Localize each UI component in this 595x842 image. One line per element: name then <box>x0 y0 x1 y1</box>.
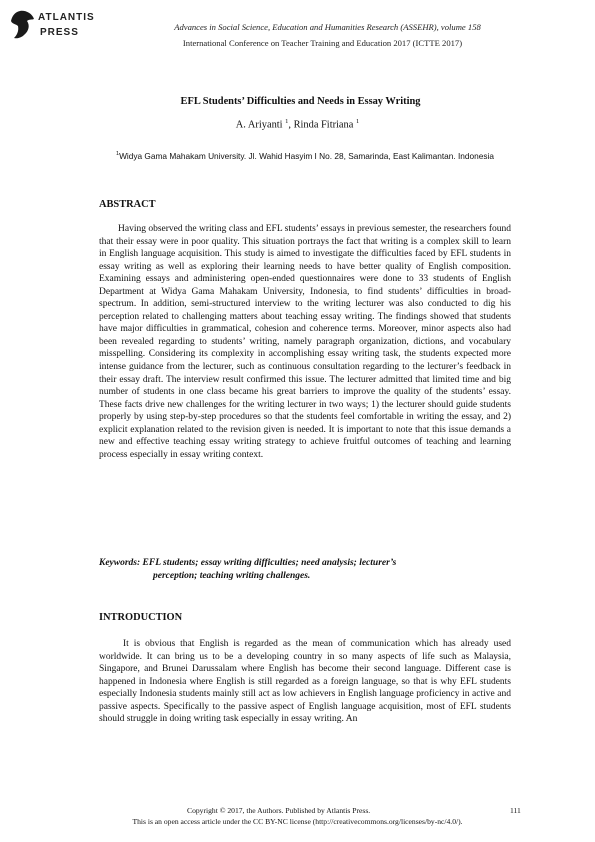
introduction-text: It is obvious that English is regarded as the mean of communication which has already used worldwide. It can bring us to be a developing country in so many aspects of life such as Malaysia, Singapore, and Brunei Darussalam where English has become their second language. Different case is happened in Indonesia where English is still regarded as a foreign language, so that is why EFL students especially Indonesia students mainly still act as low achievers in English language proficiency in active and passive aspects. Specifically to the passive aspect of English language acquisition, most of EFL students should struggle in doing writing task especially in essay writing. An <box>99 639 511 725</box>
keywords-line: perception; teaching writing challenges. <box>153 571 311 581</box>
license-notice: This is an open access article under the CC BY-NC license (http://creativecommons.org/licenses/by-nc/4.0/). <box>132 817 463 826</box>
keywords-line: Keywords: EFL students; essay writing difficulties; need analysis; lecturer’s <box>99 558 397 568</box>
abstract-heading: ABSTRACT <box>99 199 156 210</box>
introduction-heading: INTRODUCTION <box>99 612 183 623</box>
affil-mark: 1 <box>116 151 120 157</box>
copyright-notice: Copyright © 2017, the Authors. Published by Atlantis Press. <box>187 806 371 815</box>
author-affil-mark: 1 <box>285 118 289 125</box>
author-name: Rinda Fitriana <box>293 119 354 131</box>
abstract-text: Having observed the writing class and EFL students’ essays in previous semester, the researchers found that their essay were in poor quality. This situation portrays the fact that writing is a complex skill to learn in English language acquisition. This study is aimed to investigate the difficulties faced by EFL students in essay writing as well as exploring their learning needs to have better quality of English composition. Examining essays and administering open-ended questionnaires were done to 33 students of English Department at Widya Gama Mahakam University, Indonesia, to find students’ difficulties in broad-spectrum. In addition, semi-structured interview to the writing lecturer was also conducted to dig his perception related to challenging matters about teaching essay writing. The findings showed that students have major difficulties in grammatical, cohesion and coherence terms. Moreover, minor aspects also had been revealed regarding to students’ writing, namely paragraph organization, dictions, and vocabulary misspelling. Considering its complexity in accomplishing essay writing task, the students expected more intense guidance from the lecturer, such as continuous consultation regarding to the lecturer’s feedback in their essay draft. The interview result confirmed this issue. The lecturer admitted that limited time and big number of students in one class became his great barriers to improve the quality of the students’ essay. These facts drive new challenges for the writing lecturer in two ways; 1) the lecturer should guide students properly by using step-by-step procedures so that the students feel comfortable in writing the essay, and 2) explicit explanation related to the revision given is needed. It is important to note that this issue demands a new and effective teaching essay writing strategy to achieve fruitful outcomes of teaching and learning process especially in essay writing context. <box>99 224 511 460</box>
author-separator: , <box>288 119 294 131</box>
author-line <box>0 118 595 130</box>
keywords <box>99 557 511 583</box>
author-name: A. Ariyanti <box>235 119 283 131</box>
paper-title: EFL Students’ Difficulties and Needs in Essay Writing <box>180 96 421 107</box>
conference-header: International Conference on Teacher Training and Education 2017 (ICTTE 2017) <box>182 38 463 48</box>
publisher-name-line2: PRESS <box>40 27 79 38</box>
page-number: 111 <box>510 806 521 815</box>
affiliation <box>100 148 510 162</box>
series-header: Advances in Social Science, Education and Humanities Research (ASSEHR), volume 158 <box>174 22 481 32</box>
publisher-name-line1: ATLANTIS <box>38 12 95 23</box>
affiliation-text: Widya Gama Mahakam University. Jl. Wahid Hasyim I No. 28, Samarinda, East Kalimantan. Indonesia <box>119 150 494 161</box>
author-affil-mark: 1 <box>355 118 360 125</box>
